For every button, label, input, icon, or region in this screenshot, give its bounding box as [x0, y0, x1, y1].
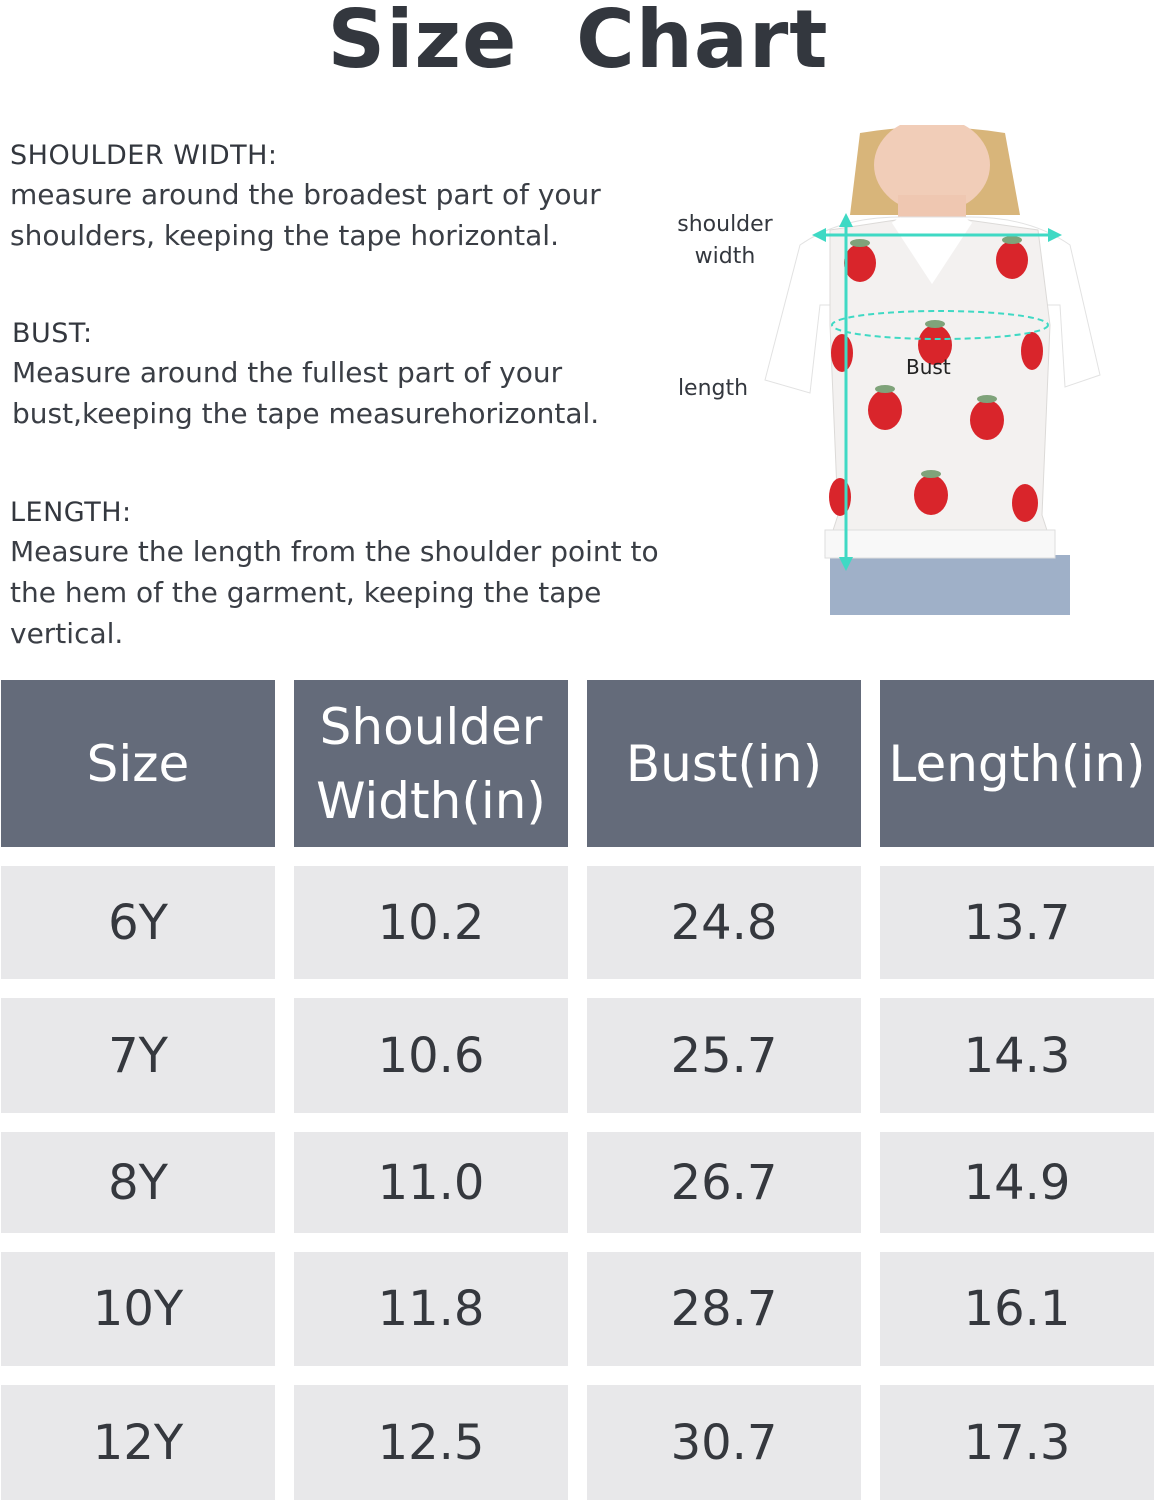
table-cell-length: 14.3 [880, 998, 1154, 1113]
shoulder-width-label: shoulder width [677, 212, 773, 269]
bust-heading: BUST: [12, 318, 93, 349]
bust-description: Measure around the fullest part of your bust,keeping the tape measurehorizontal. [12, 356, 600, 430]
length-label: length [677, 376, 749, 401]
table-cell-size: 8Y [1, 1132, 275, 1233]
table-cell-length: 13.7 [880, 866, 1154, 979]
vest-hem [825, 530, 1055, 558]
table-cell-length: 16.1 [880, 1252, 1154, 1366]
table-cell-size: 12Y [1, 1385, 275, 1500]
table-cell-size: 6Y [1, 866, 275, 979]
table-cell-shoulder: 12.5 [294, 1385, 568, 1500]
table-cell-size: 7Y [1, 998, 275, 1113]
length-arrow-top-head [839, 213, 853, 227]
table-cell-bust: 25.7 [587, 998, 861, 1113]
table-cell-shoulder: 11.0 [294, 1132, 568, 1233]
table-cell-length: 14.9 [880, 1132, 1154, 1233]
page-title: Size Chart [327, 0, 829, 86]
table-cell-bust: 24.8 [587, 866, 861, 979]
shoulder-width-description: measure around the broadest part of your shoulders, keeping the tape horizontal. [10, 178, 601, 252]
shoulder-width-section [10, 138, 650, 256]
table-cell-length: 17.3 [880, 1385, 1154, 1500]
size-table [0, 680, 1156, 1500]
table-cell-shoulder: 10.2 [294, 866, 568, 979]
vest-illustration [660, 125, 1120, 625]
table-cell-shoulder: 10.6 [294, 998, 568, 1113]
bust-label: Bust [906, 355, 951, 379]
length-section [10, 495, 710, 654]
table-cell-size: 10Y [1, 1252, 275, 1366]
vest-measurement-figure [660, 125, 1120, 625]
header-shoulder-width: Shoulder Width(in) [294, 680, 568, 847]
table-cell-bust: 26.7 [587, 1132, 861, 1233]
length-description: Measure the length from the shoulder point to the hem of the garment, keeping the tape vertical. [10, 535, 659, 650]
table-cell-bust: 28.7 [587, 1252, 861, 1366]
bust-section [12, 316, 652, 434]
table-cell-bust: 30.7 [587, 1385, 861, 1500]
jeans-shape [830, 555, 1070, 615]
header-size: Size [1, 680, 275, 847]
header-bust: Bust(in) [587, 680, 861, 847]
shoulder-width-heading: SHOULDER WIDTH: [10, 140, 278, 171]
table-cell-shoulder: 11.8 [294, 1252, 568, 1366]
length-heading: LENGTH: [10, 497, 132, 528]
header-length: Length(in) [880, 680, 1154, 847]
